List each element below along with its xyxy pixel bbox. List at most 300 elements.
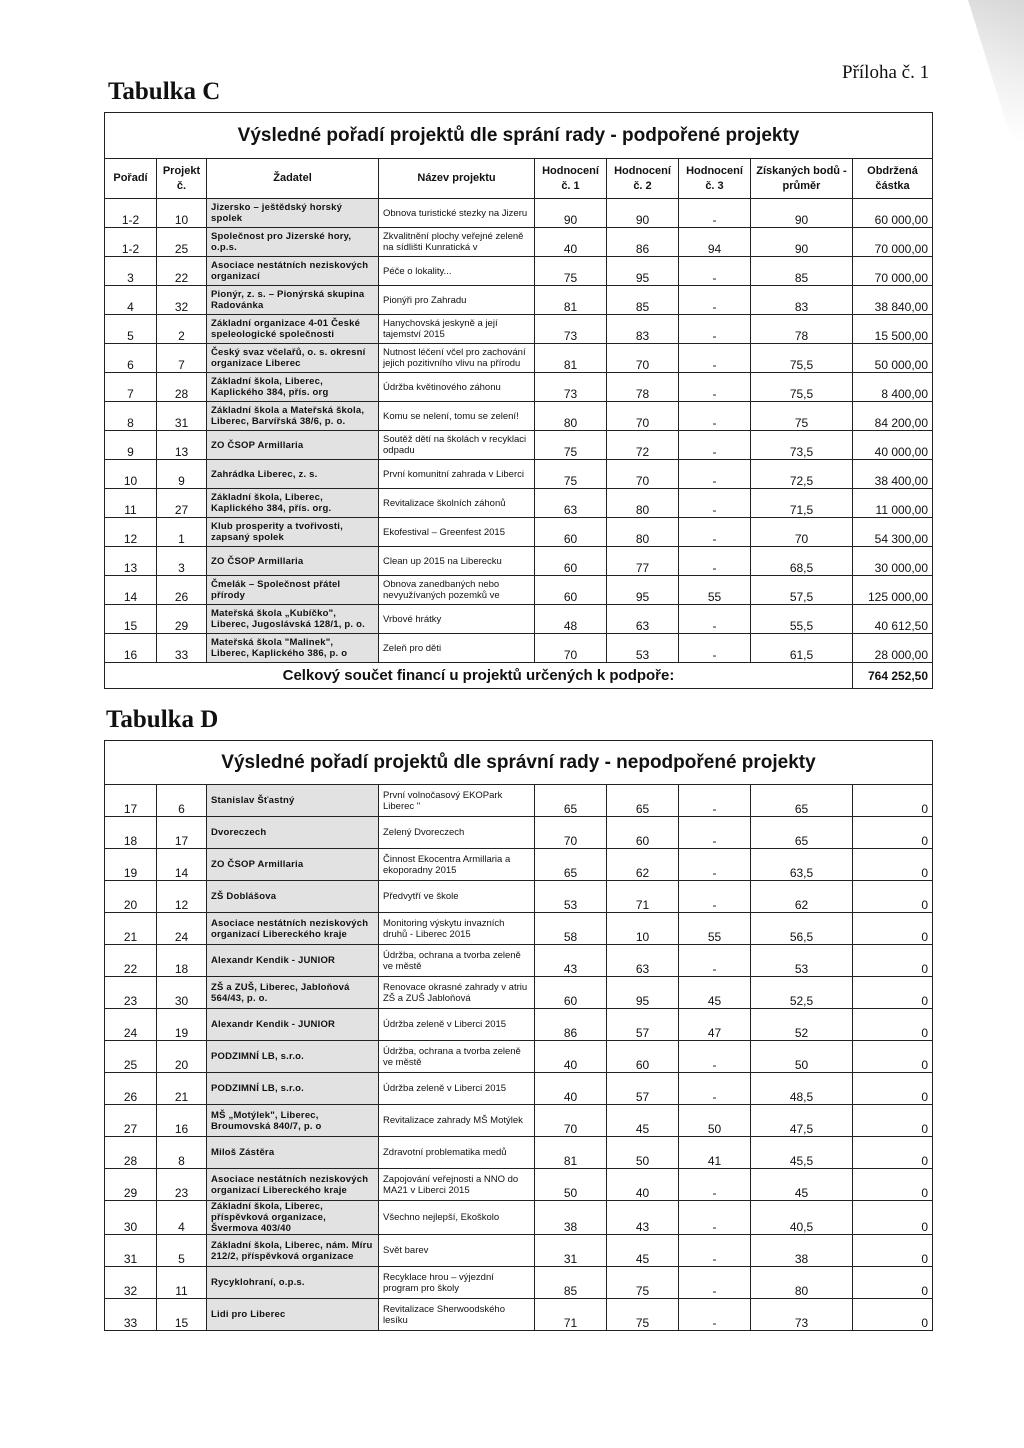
rank-cell: 20: [105, 881, 157, 913]
project-no-cell: 19: [157, 1009, 207, 1041]
amount-cell: 0: [853, 1105, 933, 1137]
project-name-cell: Clean up 2015 na Liberecku: [379, 547, 535, 576]
rating-2-cell: 60: [607, 1041, 679, 1073]
rating-1-cell: 75: [535, 431, 607, 460]
rank-cell: 4: [105, 286, 157, 315]
rating-2-cell: 57: [607, 1073, 679, 1105]
rating-2-cell: 85: [607, 286, 679, 315]
project-no-cell: 29: [157, 605, 207, 634]
project-name-cell: Ekofestival – Greenfest 2015: [379, 518, 535, 547]
table-row: [105, 913, 933, 945]
average-cell: 45,5: [751, 1137, 853, 1169]
rating-3-cell: -: [679, 1073, 751, 1105]
applicant-cell: Základní škola, Liberec, Kaplického 384, přís. org.: [207, 489, 379, 518]
rank-cell: 21: [105, 913, 157, 945]
rating-2-cell: 53: [607, 634, 679, 663]
table-row: [105, 881, 933, 913]
average-cell: 80: [751, 1267, 853, 1299]
rank-cell: 14: [105, 576, 157, 605]
average-cell: 48,5: [751, 1073, 853, 1105]
table-row: [105, 605, 933, 634]
table-row: [105, 1201, 933, 1235]
applicant-cell: Rycyklohraní, o.p.s.: [207, 1267, 379, 1299]
average-cell: 75,5: [751, 373, 853, 402]
amount-cell: 0: [853, 1073, 933, 1105]
rating-2-cell: 77: [607, 547, 679, 576]
average-cell: 75: [751, 402, 853, 431]
rating-1-cell: 53: [535, 881, 607, 913]
project-no-cell: 1: [157, 518, 207, 547]
project-name-cell: Monitoring výskytu invazních druhů - Liberec 2015: [379, 913, 535, 945]
rating-1-cell: 81: [535, 1137, 607, 1169]
project-name-cell: Zkvalitnění plochy veřejné zeleně na sídlišti Kunratická v: [379, 228, 535, 257]
amount-cell: 50 000,00: [853, 344, 933, 373]
rank-cell: 11: [105, 489, 157, 518]
amount-cell: 28 000,00: [853, 634, 933, 663]
rating-2-cell: 80: [607, 489, 679, 518]
rating-1-cell: 40: [535, 1073, 607, 1105]
table-row: [105, 286, 933, 315]
rating-3-cell: -: [679, 634, 751, 663]
average-cell: 83: [751, 286, 853, 315]
rating-2-cell: 45: [607, 1105, 679, 1137]
applicant-cell: Jizersko – ještědský horský spolek: [207, 199, 379, 228]
project-no-cell: 8: [157, 1137, 207, 1169]
total-label: Celkový součet financí u projektů určených k podpoře:: [105, 663, 853, 689]
project-no-cell: 24: [157, 913, 207, 945]
average-cell: 85: [751, 257, 853, 286]
table-row: [105, 1235, 933, 1267]
amount-cell: 54 300,00: [853, 518, 933, 547]
project-no-cell: 27: [157, 489, 207, 518]
rank-cell: 3: [105, 257, 157, 286]
rating-3-cell: -: [679, 1169, 751, 1201]
rating-3-cell: -: [679, 344, 751, 373]
project-name-cell: Údržba, ochrana a tvorba zeleně ve městě: [379, 945, 535, 977]
rank-cell: 32: [105, 1267, 157, 1299]
rating-2-cell: 70: [607, 402, 679, 431]
average-cell: 38: [751, 1235, 853, 1267]
rating-2-cell: 63: [607, 605, 679, 634]
table-row: [105, 1073, 933, 1105]
rank-cell: 28: [105, 1137, 157, 1169]
applicant-cell: ZO ČSOP Armillaria: [207, 849, 379, 881]
project-name-cell: Předvytří ve škole: [379, 881, 535, 913]
applicant-cell: Alexandr Kendik - JUNIOR: [207, 945, 379, 977]
rating-3-cell: -: [679, 460, 751, 489]
rating-1-cell: 73: [535, 373, 607, 402]
rating-2-cell: 70: [607, 460, 679, 489]
project-name-cell: Obnova turistické stezky na Jizeru: [379, 199, 535, 228]
project-no-cell: 15: [157, 1299, 207, 1331]
amount-cell: 60 000,00: [853, 199, 933, 228]
project-name-cell: Hanychovská jeskyně a její tajemství 2015: [379, 315, 535, 344]
rating-2-cell: 75: [607, 1299, 679, 1331]
scan-page-fold: [954, 0, 1024, 180]
annex-label: Příloha č. 1: [842, 62, 930, 83]
applicant-cell: MŠ „Motýlek", Liberec, Broumovská 840/7, p. o: [207, 1105, 379, 1137]
project-name-cell: Pionýři pro Zahradu: [379, 286, 535, 315]
rank-cell: 27: [105, 1105, 157, 1137]
average-cell: 70: [751, 518, 853, 547]
rank-cell: 6: [105, 344, 157, 373]
header-rank: Pořadí: [105, 159, 157, 199]
rating-3-cell: -: [679, 849, 751, 881]
project-no-cell: 32: [157, 286, 207, 315]
applicant-cell: Základní organizace 4-01 České speleologické společnosti: [207, 315, 379, 344]
rating-3-cell: -: [679, 286, 751, 315]
rating-3-cell: 41: [679, 1137, 751, 1169]
project-no-cell: 10: [157, 199, 207, 228]
applicant-cell: Zahrádka Liberec, z. s.: [207, 460, 379, 489]
average-cell: 50: [751, 1041, 853, 1073]
rating-2-cell: 40: [607, 1169, 679, 1201]
table-c-caption: Výsledné pořadí projektů dle sprání rady - podpořené projekty: [105, 113, 933, 159]
average-cell: 72,5: [751, 460, 853, 489]
project-no-cell: 18: [157, 945, 207, 977]
average-cell: 62: [751, 881, 853, 913]
amount-cell: 0: [853, 977, 933, 1009]
project-name-cell: Údržba zeleně v Liberci 2015: [379, 1073, 535, 1105]
project-no-cell: 2: [157, 315, 207, 344]
table-row: [105, 977, 933, 1009]
project-name-cell: Nutnost léčení včel pro zachování jejich pozitivního vlivu na přírodu: [379, 344, 535, 373]
rating-3-cell: -: [679, 881, 751, 913]
rating-1-cell: 86: [535, 1009, 607, 1041]
table-row: [105, 489, 933, 518]
project-name-cell: Recyklace hrou – výjezdní program pro školy: [379, 1267, 535, 1299]
amount-cell: 0: [853, 945, 933, 977]
project-name-cell: Údržba zeleně v Liberci 2015: [379, 1009, 535, 1041]
rank-cell: 1-2: [105, 228, 157, 257]
applicant-cell: PODZIMNÍ LB, s.r.o.: [207, 1041, 379, 1073]
amount-cell: 0: [853, 1169, 933, 1201]
rating-2-cell: 62: [607, 849, 679, 881]
table-row: [105, 373, 933, 402]
project-name-cell: Komu se nelení, tomu se zelení!: [379, 402, 535, 431]
rating-2-cell: 78: [607, 373, 679, 402]
rating-3-cell: -: [679, 1201, 751, 1235]
rating-3-cell: 55: [679, 576, 751, 605]
rating-3-cell: -: [679, 489, 751, 518]
applicant-cell: Klub prosperity a tvořivosti, zapsaný spolek: [207, 518, 379, 547]
average-cell: 53: [751, 945, 853, 977]
project-no-cell: 16: [157, 1105, 207, 1137]
rating-1-cell: 75: [535, 257, 607, 286]
rank-cell: 30: [105, 1201, 157, 1235]
amount-cell: 84 200,00: [853, 402, 933, 431]
table-row: [105, 199, 933, 228]
rating-2-cell: 95: [607, 977, 679, 1009]
rating-3-cell: 47: [679, 1009, 751, 1041]
applicant-cell: Mateřská škola „Kubíčko", Liberec, Jugoslávská 128/1, p. o.: [207, 605, 379, 634]
project-name-cell: Renovace okrasné zahrady v atriu ZŠ a ZUŠ Jabloňová: [379, 977, 535, 1009]
table-d-caption: Výsledné pořadí projektů dle správní rady - nepodpořené projekty: [105, 741, 933, 785]
amount-cell: 0: [853, 817, 933, 849]
project-no-cell: 21: [157, 1073, 207, 1105]
rank-cell: 12: [105, 518, 157, 547]
project-name-cell: Zapojování veřejnosti a NNO do MA21 v Liberci 2015: [379, 1169, 535, 1201]
table-row: [105, 1009, 933, 1041]
table-row: [105, 402, 933, 431]
rating-2-cell: 75: [607, 1267, 679, 1299]
amount-cell: 0: [853, 849, 933, 881]
applicant-cell: ZO ČSOP Armillaria: [207, 547, 379, 576]
applicant-cell: ZO ČSOP Armillaria: [207, 431, 379, 460]
rank-cell: 26: [105, 1073, 157, 1105]
rating-2-cell: 45: [607, 1235, 679, 1267]
table-row: [105, 1299, 933, 1331]
project-name-cell: Revitalizace školních záhonů: [379, 489, 535, 518]
amount-cell: 0: [853, 785, 933, 817]
rank-cell: 17: [105, 785, 157, 817]
rank-cell: 33: [105, 1299, 157, 1331]
average-cell: 73,5: [751, 431, 853, 460]
project-no-cell: 23: [157, 1169, 207, 1201]
header-project-no: Projekt č.: [157, 159, 207, 199]
project-no-cell: 22: [157, 257, 207, 286]
amount-cell: 70 000,00: [853, 257, 933, 286]
table-row: [105, 785, 933, 817]
rating-1-cell: 40: [535, 1041, 607, 1073]
applicant-cell: Asociace nestátních neziskových organizací Libereckého kraje: [207, 913, 379, 945]
project-no-cell: 9: [157, 460, 207, 489]
rating-3-cell: -: [679, 1235, 751, 1267]
rating-1-cell: 50: [535, 1169, 607, 1201]
project-name-cell: Revitalizace zahrady MŠ Motýlek: [379, 1105, 535, 1137]
rating-3-cell: 50: [679, 1105, 751, 1137]
rating-1-cell: 71: [535, 1299, 607, 1331]
rating-1-cell: 31: [535, 1235, 607, 1267]
applicant-cell: Asociace nestátních neziskových organizací Libereckého kraje: [207, 1169, 379, 1201]
amount-cell: 0: [853, 1009, 933, 1041]
average-cell: 47,5: [751, 1105, 853, 1137]
project-name-cell: Činnost Ekocentra Armillaria a ekoporadny 2015: [379, 849, 535, 881]
rating-1-cell: 65: [535, 785, 607, 817]
rating-2-cell: 95: [607, 576, 679, 605]
applicant-cell: Společnost pro Jizerské hory, o.p.s.: [207, 228, 379, 257]
applicant-cell: Asociace nestátních neziskových organizací: [207, 257, 379, 286]
average-cell: 63,5: [751, 849, 853, 881]
average-cell: 71,5: [751, 489, 853, 518]
rating-1-cell: 70: [535, 634, 607, 663]
rating-1-cell: 70: [535, 1105, 607, 1137]
rank-cell: 8: [105, 402, 157, 431]
project-no-cell: 3: [157, 547, 207, 576]
project-no-cell: 13: [157, 431, 207, 460]
rating-1-cell: 60: [535, 547, 607, 576]
rating-2-cell: 60: [607, 817, 679, 849]
rating-2-cell: 72: [607, 431, 679, 460]
project-no-cell: 28: [157, 373, 207, 402]
rating-3-cell: -: [679, 945, 751, 977]
average-cell: 55,5: [751, 605, 853, 634]
amount-cell: 0: [853, 1235, 933, 1267]
rating-3-cell: -: [679, 315, 751, 344]
header-applicant: Žadatel: [207, 159, 379, 199]
rating-3-cell: -: [679, 373, 751, 402]
project-no-cell: 14: [157, 849, 207, 881]
rank-cell: 7: [105, 373, 157, 402]
rating-2-cell: 95: [607, 257, 679, 286]
rank-cell: 29: [105, 1169, 157, 1201]
average-cell: 52,5: [751, 977, 853, 1009]
table-row: [105, 547, 933, 576]
amount-cell: 0: [853, 1137, 933, 1169]
amount-cell: 125 000,00: [853, 576, 933, 605]
rating-3-cell: -: [679, 1299, 751, 1331]
project-no-cell: 11: [157, 1267, 207, 1299]
rating-2-cell: 90: [607, 199, 679, 228]
rating-3-cell: -: [679, 257, 751, 286]
rating-3-cell: -: [679, 785, 751, 817]
table-c-header-row: [105, 159, 933, 199]
table-row: [105, 1041, 933, 1073]
rating-2-cell: 80: [607, 518, 679, 547]
project-no-cell: 33: [157, 634, 207, 663]
applicant-cell: Stanislav Šťastný: [207, 785, 379, 817]
average-cell: 61,5: [751, 634, 853, 663]
rank-cell: 16: [105, 634, 157, 663]
rating-1-cell: 48: [535, 605, 607, 634]
amount-cell: 8 400,00: [853, 373, 933, 402]
rank-cell: 13: [105, 547, 157, 576]
rating-3-cell: -: [679, 518, 751, 547]
project-name-cell: Svět barev: [379, 1235, 535, 1267]
table-row: [105, 431, 933, 460]
rating-3-cell: -: [679, 1267, 751, 1299]
table-d-title: Tabulka D: [106, 706, 219, 733]
average-cell: 90: [751, 199, 853, 228]
rank-cell: 18: [105, 817, 157, 849]
rating-1-cell: 60: [535, 977, 607, 1009]
table-row: [105, 817, 933, 849]
applicant-cell: Základní škola a Mateřská škola, Liberec, Barvířská 38/6, p. o.: [207, 402, 379, 431]
project-no-cell: 20: [157, 1041, 207, 1073]
header-rating-2: Hodnocení č. 2: [607, 159, 679, 199]
table-row: [105, 228, 933, 257]
total-row: [105, 663, 933, 689]
rating-2-cell: 50: [607, 1137, 679, 1169]
table-row: [105, 1137, 933, 1169]
rating-1-cell: 63: [535, 489, 607, 518]
applicant-cell: ZŠ Doblášova: [207, 881, 379, 913]
total-value: 764 252,50: [853, 663, 933, 689]
rank-cell: 19: [105, 849, 157, 881]
project-no-cell: 4: [157, 1201, 207, 1235]
rating-3-cell: -: [679, 402, 751, 431]
project-name-cell: Obnova zanedbaných nebo nevyužívaných pozemků ve: [379, 576, 535, 605]
rank-cell: 25: [105, 1041, 157, 1073]
applicant-cell: Miloš Zástěra: [207, 1137, 379, 1169]
amount-cell: 0: [853, 913, 933, 945]
rating-3-cell: 45: [679, 977, 751, 1009]
project-name-cell: Zdravotní problematika medů: [379, 1137, 535, 1169]
average-cell: 57,5: [751, 576, 853, 605]
header-average-points: Získaných bodů - průměr: [751, 159, 853, 199]
applicant-cell: Český svaz včelařů, o. s. okresní organizace Liberec: [207, 344, 379, 373]
average-cell: 45: [751, 1169, 853, 1201]
rating-1-cell: 60: [535, 518, 607, 547]
project-name-cell: Zeleň pro děti: [379, 634, 535, 663]
rank-cell: 24: [105, 1009, 157, 1041]
amount-cell: 0: [853, 1041, 933, 1073]
rating-3-cell: -: [679, 547, 751, 576]
average-cell: 73: [751, 1299, 853, 1331]
rating-1-cell: 85: [535, 1267, 607, 1299]
rating-2-cell: 43: [607, 1201, 679, 1235]
project-name-cell: Vrbové hrátky: [379, 605, 535, 634]
rank-cell: 5: [105, 315, 157, 344]
table-row: [105, 1169, 933, 1201]
table-row: [105, 257, 933, 286]
applicant-cell: Základní škola, Liberec, příspěvková organizace, Švermova 403/40: [207, 1201, 379, 1235]
applicant-cell: ZŠ a ZUŠ, Liberec, Jabloňová 564/43, p. o.: [207, 977, 379, 1009]
project-name-cell: Všechno nejlepší, Ekoškolo: [379, 1201, 535, 1235]
rating-1-cell: 40: [535, 228, 607, 257]
amount-cell: 30 000,00: [853, 547, 933, 576]
project-no-cell: 30: [157, 977, 207, 1009]
rating-1-cell: 58: [535, 913, 607, 945]
amount-cell: 15 500,00: [853, 315, 933, 344]
rating-1-cell: 80: [535, 402, 607, 431]
header-rating-3: Hodnocení č. 3: [679, 159, 751, 199]
rating-3-cell: -: [679, 1041, 751, 1073]
amount-cell: 40 612,50: [853, 605, 933, 634]
project-no-cell: 5: [157, 1235, 207, 1267]
applicant-cell: Lidi pro Liberec: [207, 1299, 379, 1331]
table-row: [105, 634, 933, 663]
applicant-cell: Mateřská škola "Malinek", Liberec, Kaplického 386, p. o: [207, 634, 379, 663]
average-cell: 68,5: [751, 547, 853, 576]
rating-3-cell: -: [679, 605, 751, 634]
rating-2-cell: 70: [607, 344, 679, 373]
rating-1-cell: 38: [535, 1201, 607, 1235]
project-name-cell: První volnočasový EKOPark Liberec ": [379, 785, 535, 817]
table-row: [105, 518, 933, 547]
rating-2-cell: 65: [607, 785, 679, 817]
project-no-cell: 31: [157, 402, 207, 431]
rating-1-cell: 43: [535, 945, 607, 977]
rank-cell: 9: [105, 431, 157, 460]
amount-cell: 0: [853, 881, 933, 913]
average-cell: 56,5: [751, 913, 853, 945]
amount-cell: 0: [853, 1201, 933, 1235]
applicant-cell: PODZIMNÍ LB, s.r.o.: [207, 1073, 379, 1105]
amount-cell: 70 000,00: [853, 228, 933, 257]
rating-1-cell: 70: [535, 817, 607, 849]
average-cell: 65: [751, 817, 853, 849]
rating-1-cell: 73: [535, 315, 607, 344]
average-cell: 90: [751, 228, 853, 257]
project-no-cell: 17: [157, 817, 207, 849]
rating-3-cell: -: [679, 199, 751, 228]
applicant-cell: Čmelák – Společnost přátel přírody: [207, 576, 379, 605]
rank-cell: 31: [105, 1235, 157, 1267]
rank-cell: 1-2: [105, 199, 157, 228]
table-row: [105, 576, 933, 605]
amount-cell: 11 000,00: [853, 489, 933, 518]
average-cell: 75,5: [751, 344, 853, 373]
project-name-cell: Údržba, ochrana a tvorba zeleně ve městě: [379, 1041, 535, 1073]
project-name-cell: Zelený Dvoreczech: [379, 817, 535, 849]
table-row: [105, 460, 933, 489]
rating-2-cell: 63: [607, 945, 679, 977]
project-no-cell: 6: [157, 785, 207, 817]
rank-cell: 15: [105, 605, 157, 634]
table-d: [104, 740, 933, 1331]
project-name-cell: Péče o lokality...: [379, 257, 535, 286]
